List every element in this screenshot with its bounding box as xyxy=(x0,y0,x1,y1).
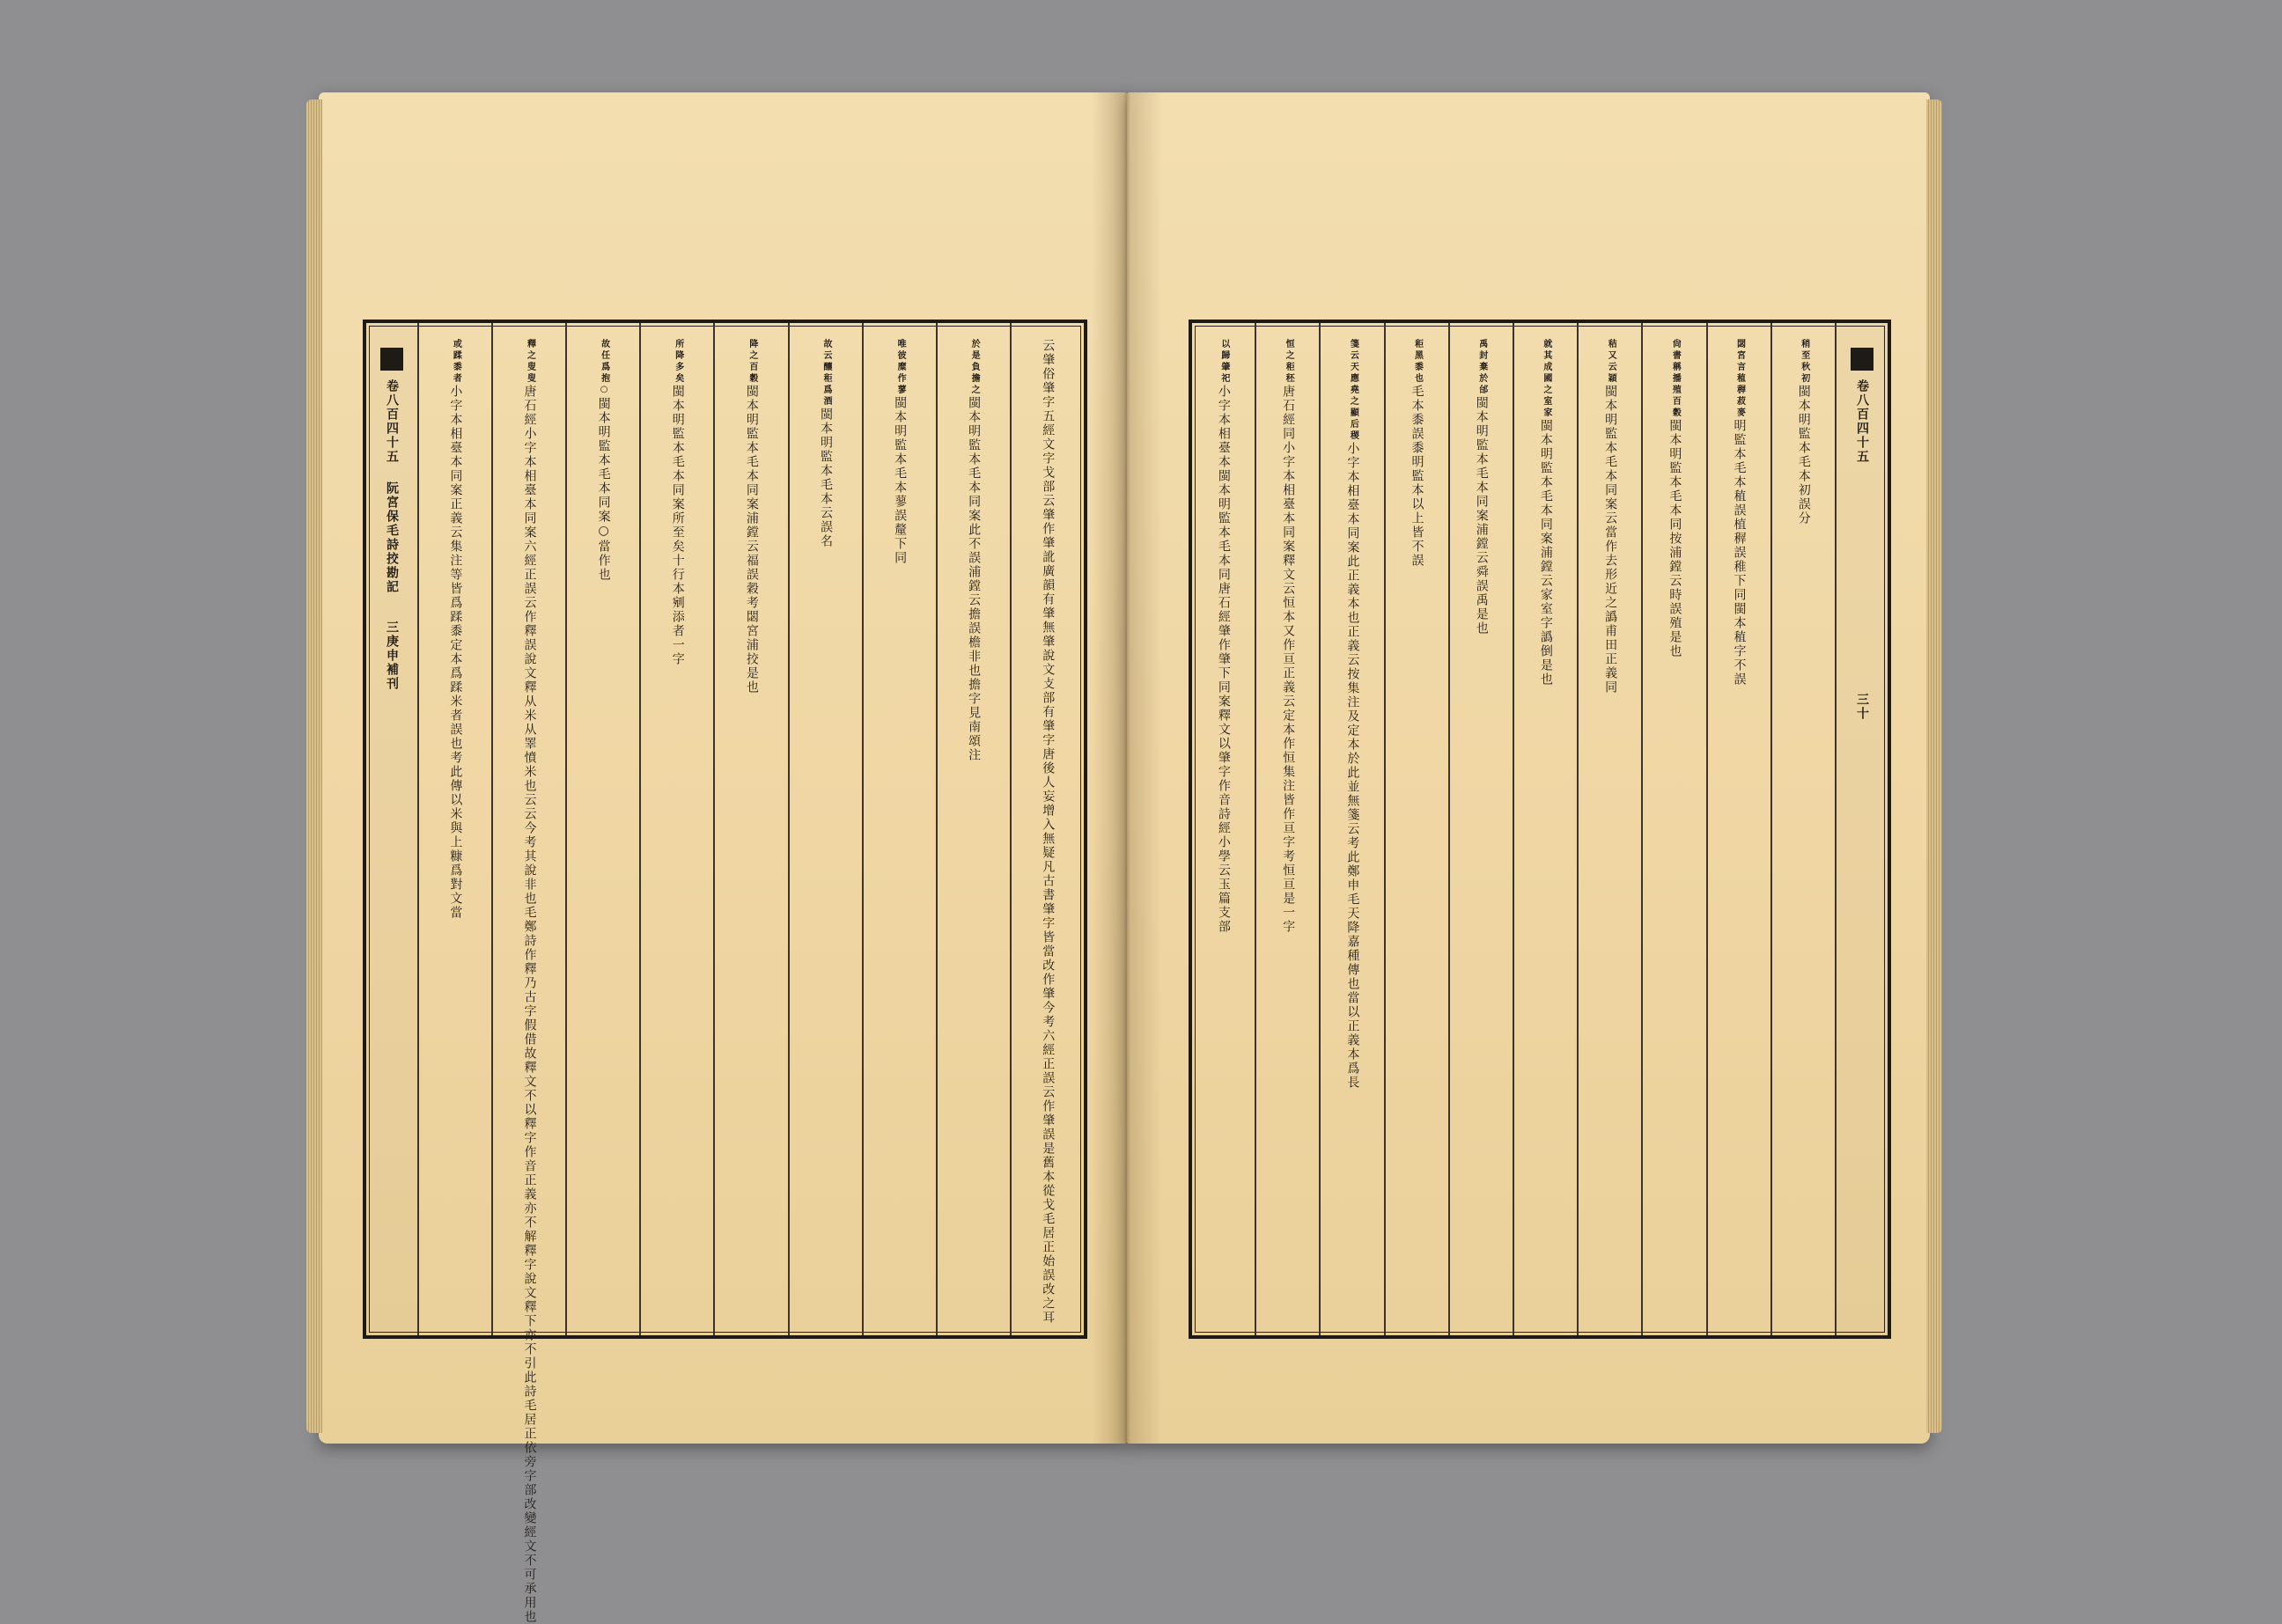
main-text: 所降多矣 xyxy=(673,339,683,385)
annotation-text: 小字本相臺本閩本明監本毛本同唐石經肇作肇下同案釋文以肇字作音詩經小學云玉篇支部 xyxy=(1216,385,1231,934)
text-column xyxy=(639,323,713,1335)
annotation-text: 唐石經同小字本相臺本同案釋文云恒本又作亘正義云定本作恒集注皆作亘字考恒亘是一字 xyxy=(1281,385,1296,934)
main-text: 於是負擔之 xyxy=(969,339,980,396)
text-column xyxy=(713,323,787,1335)
fold-margin-column xyxy=(1835,323,1888,1335)
main-text: 以歸肇祀 xyxy=(1218,339,1229,385)
main-text: 釋之叟叟 xyxy=(525,339,535,385)
main-text: 稍至秋初 xyxy=(1799,339,1809,385)
fold-subtitle: 阮宮保毛詩挍勘記 xyxy=(385,481,400,594)
text-column xyxy=(1577,323,1641,1335)
main-text: 故任爲抱○ xyxy=(599,339,609,397)
right-page xyxy=(1127,92,1930,1444)
text-column xyxy=(1706,323,1770,1335)
fold-volume: 卷八百四十五 xyxy=(385,379,400,464)
main-text: 箋云天應堯之顯后稷 xyxy=(1348,339,1358,442)
text-column xyxy=(1384,323,1448,1335)
right-columns xyxy=(1192,323,1888,1335)
left-text-frame xyxy=(363,320,1087,1624)
open-book xyxy=(319,92,1930,1624)
text-column xyxy=(1641,323,1705,1335)
text-column xyxy=(491,323,565,1624)
text-column xyxy=(1513,323,1577,1335)
main-text: 恒之秬秠 xyxy=(1284,339,1294,385)
main-text: 尙書稱播殖百穀 xyxy=(1670,339,1681,419)
text-column xyxy=(417,323,491,1335)
annotation-text: 毛本黍誤黍明監本以上皆不誤 xyxy=(1410,385,1424,568)
text-column xyxy=(1770,323,1835,1335)
fish-tail-mark xyxy=(1851,348,1873,371)
right-page-edge xyxy=(1926,99,1942,1433)
text-column xyxy=(862,323,936,1335)
annotation-text: 閩本明監本毛本同案浦鏜云福誤穀考閟宮浦挍是也 xyxy=(744,385,759,694)
text-column xyxy=(1192,323,1255,1335)
annotation-text: 閩本明監本毛本同案浦鏜云舜誤禹是也 xyxy=(1474,396,1489,636)
annotation-text: 閩本明監本毛本同按浦鏜云時誤殖是也 xyxy=(1667,419,1682,658)
main-text: 秬黑黍也 xyxy=(1412,339,1423,385)
annotation-text: 閩本明監本毛本蓼誤釐下同 xyxy=(893,396,908,565)
right-text-frame xyxy=(1189,320,1891,1339)
text-column xyxy=(1010,323,1084,1335)
fish-tail-mark xyxy=(380,348,403,371)
left-columns xyxy=(366,323,1084,1624)
main-text: 故云釀秬爲酒 xyxy=(821,339,831,408)
annotation-text: 閩本明監本毛本同案云當作去形近之譌甫田正義同 xyxy=(1603,385,1618,694)
text-column xyxy=(936,323,1010,1335)
main-text: 降之百穀 xyxy=(747,339,757,385)
fold-page-number: 三十 xyxy=(1855,693,1869,721)
book-spine xyxy=(1092,92,1162,1444)
fold-margin-column xyxy=(366,323,417,1335)
main-text: 就其成國之室家 xyxy=(1541,339,1551,419)
text-column xyxy=(565,323,639,1335)
text-column xyxy=(1255,323,1319,1335)
left-page xyxy=(319,92,1127,1624)
annotation-text: 閩本明監本毛本初誤分 xyxy=(1796,385,1811,525)
left-page-edge xyxy=(306,99,322,1433)
annotation-text: 明監本毛本稙誤植稺誤稚下同閩本稙字不誤 xyxy=(1732,419,1747,687)
annotation-text: 閩本明監本毛本云誤名 xyxy=(818,408,833,548)
annotation-text: 小字本相臺本同案正義云集注等皆爲蹂黍定本爲蹂米者誤也考此傳以米與上糠爲對文當 xyxy=(448,385,463,920)
main-text: 閟宮言稙稺菽麥 xyxy=(1734,339,1745,419)
annotation-text: 閩本明監本毛本同案○當作也 xyxy=(596,397,611,582)
main-text: 秸又云穎 xyxy=(1606,339,1616,385)
fold-volume: 卷八百四十五 xyxy=(1855,379,1869,464)
annotation-text: 云肇俗肇字五經文字戈部云肇作肇訛廣韻有肇無肇說文攴部有肇字唐後人妄增入無疑凡古書肇字皆當改作肇今考六經正誤云作肇誤是舊本從戈毛居正始誤改之耳 xyxy=(1041,339,1056,1325)
annotation-text: 閩本明監本毛本同案此不誤浦鏜云擔誤檐非也擔字見南頌注 xyxy=(967,396,982,762)
text-column xyxy=(788,323,862,1335)
main-text: 禹封棄於邰 xyxy=(1476,339,1487,396)
annotation-text: 閩本明監本毛本同案所至矣十行本剜添者一字 xyxy=(670,385,685,666)
fold-publisher: 庚申補刊 xyxy=(385,635,400,691)
text-column xyxy=(1319,323,1383,1335)
annotation-text: 閩本明監本毛本同案浦鏜云家室字譌倒是也 xyxy=(1538,419,1553,687)
main-text: 或蹂黍者 xyxy=(451,339,461,385)
main-text: 唯彼糜作蓼 xyxy=(895,339,906,396)
annotation-text: 小字本相臺本同案此正義本也正義云按集注及定本於此並無箋云考此鄭申毛天降嘉種傳也當以正義本爲長 xyxy=(1345,442,1360,1090)
text-column xyxy=(1448,323,1513,1335)
annotation-text: 唐石經小字本相臺本同案六經正誤云作釋誤說文釋从米从睪憤米也云云今考其說非也毛鄭詩作釋乃古字假借故釋文不以釋字作音正義亦不解釋字說文釋下亦不引此詩毛居正依旁字部改變經文不可承用也 xyxy=(522,385,537,1624)
fold-page-number: 三 xyxy=(385,621,400,635)
